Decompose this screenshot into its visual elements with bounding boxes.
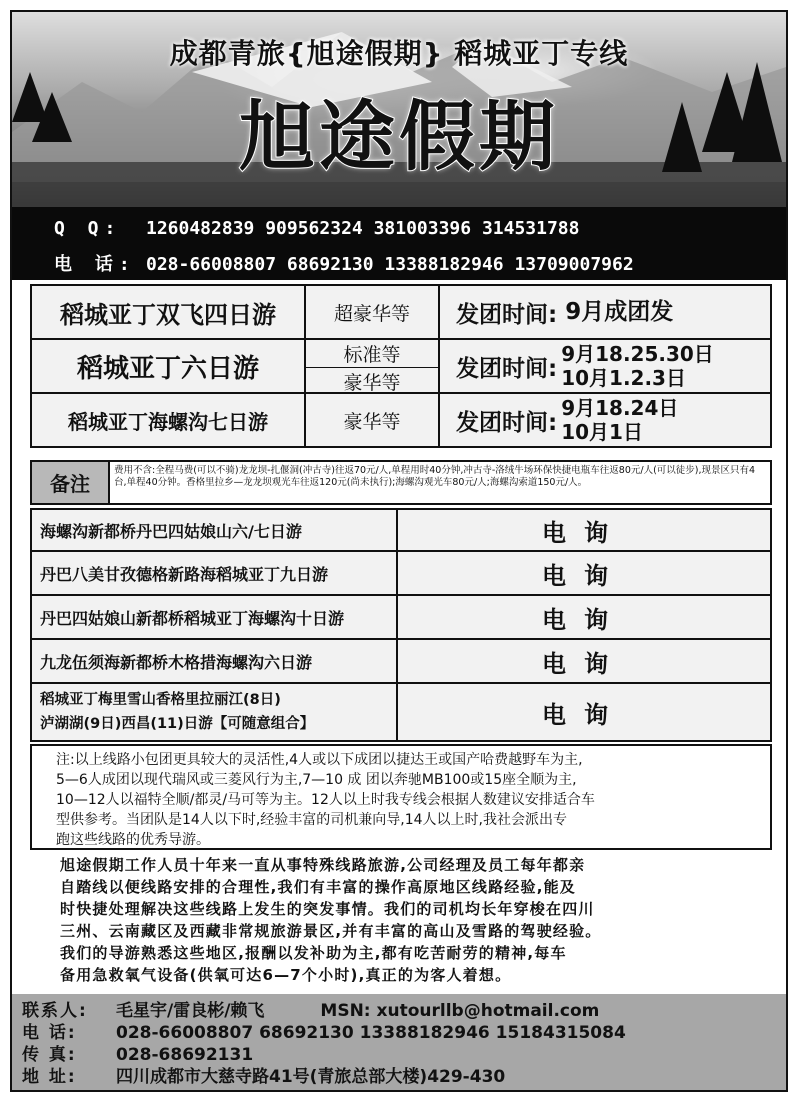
route-name: 丹巴八美甘孜德格新路海稻城亚丁九日游 <box>32 552 398 594</box>
grade-label: 豪华等 <box>343 410 401 433</box>
flyer <box>10 10 788 1092</box>
route-row <box>32 552 770 596</box>
company-intro <box>60 854 750 986</box>
grade-label: 豪华等 <box>306 367 438 395</box>
departure-value: 10月1.2.3日 <box>561 366 686 390</box>
departure-value: 9月成团发 <box>565 299 674 325</box>
route-row <box>32 596 770 640</box>
departure-value: 10月1日 <box>561 420 643 444</box>
intro-line: 三州、云南藏区及西藏非常规旅游景区,并有丰富的高山及雪路的驾驶经验。 <box>60 922 602 940</box>
contact-person-row <box>22 1000 786 1022</box>
footnote-line: 型供参考。当团队是14人以下时,经验丰富的司机兼向导,14人以上时,我社会派出专 <box>56 812 567 828</box>
inquiry-label: 电询 <box>542 518 626 547</box>
tour-departure <box>440 286 770 338</box>
tour-row <box>32 340 770 394</box>
tour-row <box>32 394 770 446</box>
route-name-line: 泸湖湖(9日)西昌(11)日游【可随意组合】 <box>40 716 315 732</box>
route-table <box>30 508 772 742</box>
contact-label: 联系人: <box>22 1001 88 1021</box>
fax-label: 传 真: <box>22 1045 77 1065</box>
departure-label: 发团时间: <box>456 301 558 328</box>
tour-departure <box>440 340 770 392</box>
footer-phone-label: 电 话: <box>22 1023 77 1043</box>
tour-grade <box>306 394 440 446</box>
qq-row <box>54 218 579 239</box>
route-row <box>32 510 770 552</box>
footnote-line: 5—6人成团以现代瑞风或三菱风行为主,7—10 成 团以奔驰MB100或15座全顺为主, <box>56 772 577 788</box>
tour-name: 稻城亚丁海螺沟七日游 <box>32 394 306 446</box>
msn-address: MSN: xutourllb@hotmail.com <box>320 1001 600 1021</box>
notes-label: 备注 <box>32 462 110 503</box>
grade-label: 超豪华等 <box>333 302 410 325</box>
phone-row <box>54 250 634 276</box>
route-row <box>32 684 770 740</box>
tour-row <box>32 286 770 340</box>
qq-label: Q Q: <box>54 218 122 239</box>
address-row <box>22 1066 786 1088</box>
intro-line: 我们的导游熟悉这些地区,报酬以发补助为主,都有吃苦耐劳的精神,每车 <box>60 944 567 962</box>
agency-subtitle: 成都青旅{旭途假期} 稻城亚丁专线 <box>169 37 629 70</box>
route-name: 丹巴四姑娘山新都桥稻城亚丁海螺沟十日游 <box>32 596 398 638</box>
qq-numbers: 1260482839 909562324 381003396 314531788 <box>146 218 580 239</box>
intro-line: 备用急救氧气设备(供氧可达6—7个小时),真正的为客人着想。 <box>60 966 512 984</box>
hero-banner <box>12 12 786 280</box>
phone-numbers: 028-66008807 68692130 13388182946 13709007962 <box>146 254 634 275</box>
tour-departure <box>440 394 770 446</box>
route-name <box>32 684 398 740</box>
fee-notes <box>30 460 772 505</box>
footer-phone-row <box>22 1022 786 1044</box>
notes-text: 费用不含:全程马费(可以不骑)龙龙坝-扎偃洞(冲古寺)往返70元/人,单程用时40分钟,冲古寺-洛绒牛场环保快捷电瓶车往返80元/人(可以徒步),现景区只有4台,单程40分钟。香格里拉乡—龙龙坝观光车往返120元(尚未执行);海螺沟观光车80元/人;海螺沟索道150元/人。 <box>114 465 756 488</box>
departure-value: 9月18.25.30日 <box>561 342 714 366</box>
departure-value: 9月18.24日 <box>561 396 679 420</box>
tour-table <box>30 284 772 448</box>
departure-label: 发团时间: <box>456 355 558 382</box>
footnote-line: 注:以上线路小包团更具较大的灵活性,4人或以下成团以捷达王或国产哈费越野车为主, <box>56 752 583 768</box>
grade-label: 标准等 <box>343 344 401 366</box>
phone-label: 电 话: <box>54 254 136 275</box>
fax-value: 028-68692131 <box>116 1045 254 1065</box>
inquiry-label: 电询 <box>542 605 626 634</box>
departure-label: 发团时间: <box>456 409 558 436</box>
tour-grade <box>306 340 440 392</box>
footnote-line: 10—12人以福特全顺/都灵/马可等为主。12人以上时我专线会根据人数建议安排适合车 <box>56 792 595 808</box>
contact-value: 毛星宇/雷良彬/赖飞 <box>116 1001 265 1021</box>
tour-name: 稻城亚丁六日游 <box>32 340 306 392</box>
route-name: 九龙伍须海新都桥木格措海螺沟六日游 <box>32 640 398 682</box>
route-name-line: 稻城亚丁梅里雪山香格里拉丽江(8日) <box>40 692 281 708</box>
brand-title: 旭途假期 <box>239 92 559 181</box>
footnote-line: 跑这些线路的优秀导游。 <box>56 832 210 848</box>
intro-line: 自踏线以便线路安排的合理性,我们有丰富的操作高原地区线路经验,能及 <box>60 878 576 896</box>
intro-line: 旭途假期工作人员十年来一直从事特殊线路旅游,公司经理及员工每年都亲 <box>60 856 586 874</box>
inquiry-label: 电询 <box>542 561 626 590</box>
vehicle-footnote <box>30 744 772 850</box>
intro-line: 时快捷处理解决这些线路上发生的突发事情。我们的司机均长年穿梭在四川 <box>60 900 595 918</box>
inquiry-label: 电询 <box>542 649 626 678</box>
contact-footer <box>12 994 786 1090</box>
inquiry-label: 电询 <box>542 700 626 729</box>
tour-grade <box>306 286 440 338</box>
address-value: 四川成都市大慈寺路41号(青旅总部大楼)429-430 <box>116 1067 506 1087</box>
route-row <box>32 640 770 684</box>
route-name: 海螺沟新都桥丹巴四姑娘山六/七日游 <box>32 510 398 550</box>
tour-name: 稻城亚丁双飞四日游 <box>32 286 306 338</box>
address-label: 地 址: <box>22 1067 77 1087</box>
fax-row <box>22 1044 786 1066</box>
footer-phone-value: 028-66008807 68692130 13388182946 15184315084 <box>116 1023 626 1043</box>
